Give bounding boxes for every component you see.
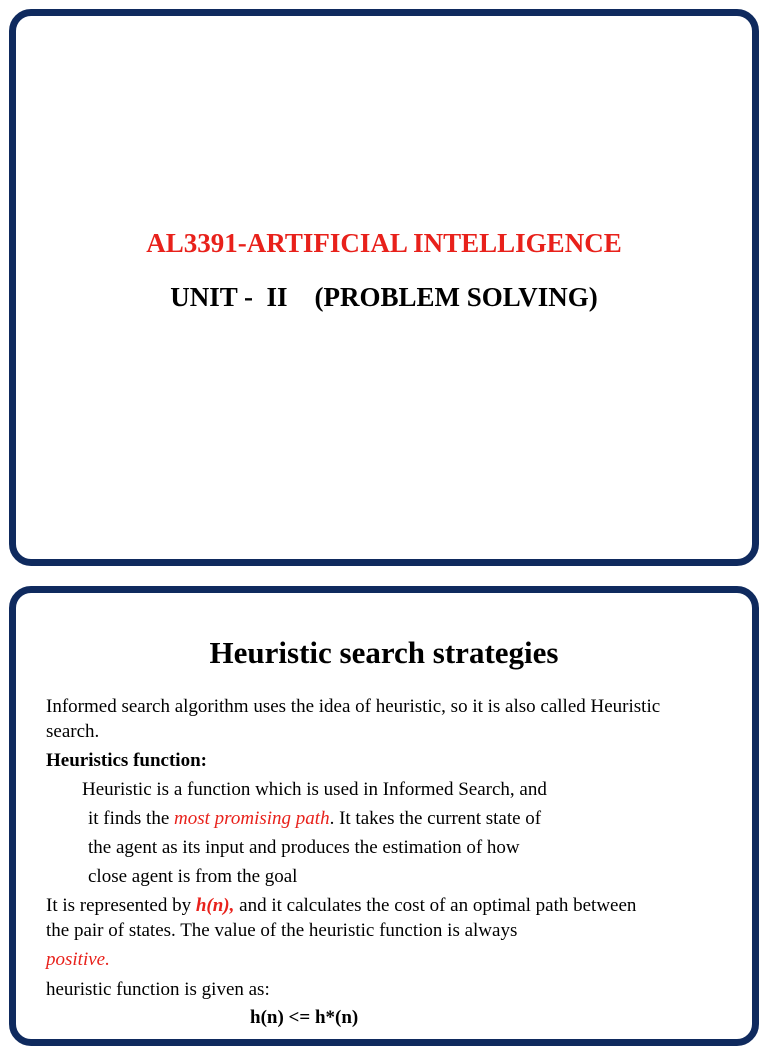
course-title: AL3391-ARTIFICIAL INTELLIGENCE [146, 228, 622, 258]
content-slide [9, 586, 759, 1046]
positive-text: positive. [46, 949, 110, 970]
definition-line: close agent is from the goal [88, 866, 298, 887]
title-slide [9, 9, 759, 566]
formula: h(n) <= h*(n) [250, 1007, 359, 1028]
definition-line: Heuristic is a function which is used in Informed Search, and [82, 779, 547, 800]
definition-line: the agent as its input and produces the estimation of how [88, 837, 520, 858]
definition-text: . It takes the current state of [329, 808, 542, 829]
highlight-text: most promising path [174, 808, 330, 829]
definition-line [88, 807, 541, 831]
representation-text: It is represented by [46, 895, 196, 916]
intro-line: search. [46, 721, 100, 742]
section-heading: Heuristics function: [46, 750, 207, 771]
representation-line: the pair of states. The value of the heuristic function is always [46, 920, 518, 941]
hn-symbol: h(n), [195, 895, 235, 916]
representation-text: and it calculates the cost of an optimal path between [234, 895, 637, 916]
intro-line: Informed search algorithm uses the idea of heuristic, so it is also called Heuristic [46, 696, 661, 717]
unit-title: UNIT - II (PROBLEM SOLVING) [170, 282, 598, 312]
representation-line [46, 894, 636, 918]
slide-title: Heuristic search strategies [209, 635, 559, 670]
given-line: heuristic function is given as: [46, 979, 270, 1000]
definition-text: it finds the [88, 808, 175, 829]
